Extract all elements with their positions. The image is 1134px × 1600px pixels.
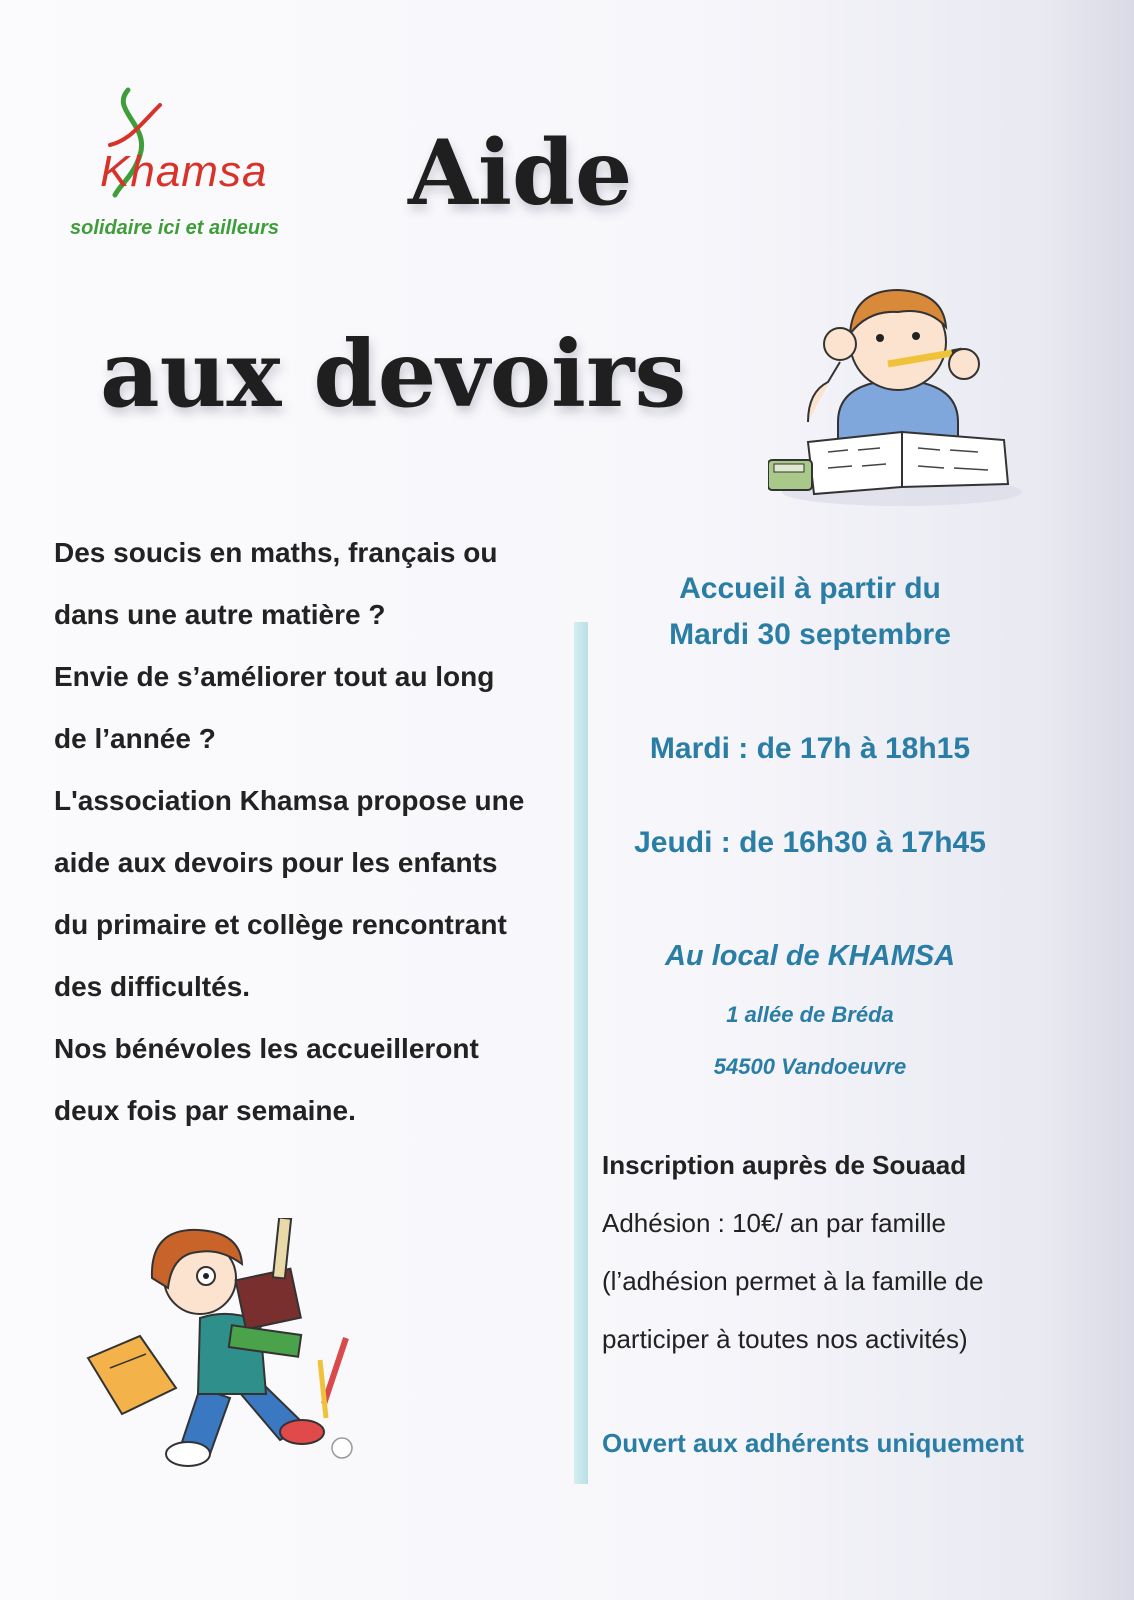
khamsa-logo [70,85,330,255]
intro-line: L'association Khamsa propose une [54,785,525,816]
logo-tagline: solidaire ici et ailleurs [70,217,279,239]
intro-line: Nos bénévoles les accueilleront [54,1033,479,1064]
intro-line: deux fois par semaine. [54,1095,356,1126]
location-place: Au local de KHAMSA [664,940,956,972]
intro-line: des difficultés. [54,971,251,1002]
logo-wordmark: Khamsa [100,147,268,196]
thursday-hours: Jeudi : de 16h30 à 17h45 [634,826,986,859]
intro-line: dans une autre matière ? [54,599,386,630]
intro-line: Envie de s’améliorer tout au long [54,661,495,692]
running-child-illustration [80,1218,380,1478]
intro-line: de l’année ? [54,723,216,754]
intro-line: Des soucis en maths, français ou [54,537,498,568]
column-divider [574,622,588,1484]
intro-text [54,522,574,1142]
location-street: 1 allée de Bréda [726,1002,894,1027]
registration-heading: Inscription auprès de Souaad [602,1150,967,1180]
start-date-block [600,566,1020,658]
title-line-1: Aide [408,120,633,226]
membership-note-1: (l’adhésion permet à la famille de [602,1266,984,1296]
start-line-2: Mardi 30 septembre [669,618,951,651]
tuesday-hours: Mardi : de 17h à 18h15 [649,732,971,765]
membership-fee: Adhésion : 10€/ an par famille [602,1208,946,1238]
intro-line: du primaire et collège rencontrant [54,909,507,940]
start-line-1: Accueil à partir du [679,572,941,605]
membership-note-2: participer à toutes nos activités) [602,1324,968,1354]
location-city: 54500 Vandoeuvre [713,1054,907,1079]
members-only-notice: Ouvert aux adhérents uniquement [602,1428,1024,1458]
title-line-2: aux devoirs [100,320,687,428]
studying-child-illustration [768,272,1036,512]
intro-line: aide aux devoirs pour les enfants [54,847,498,878]
